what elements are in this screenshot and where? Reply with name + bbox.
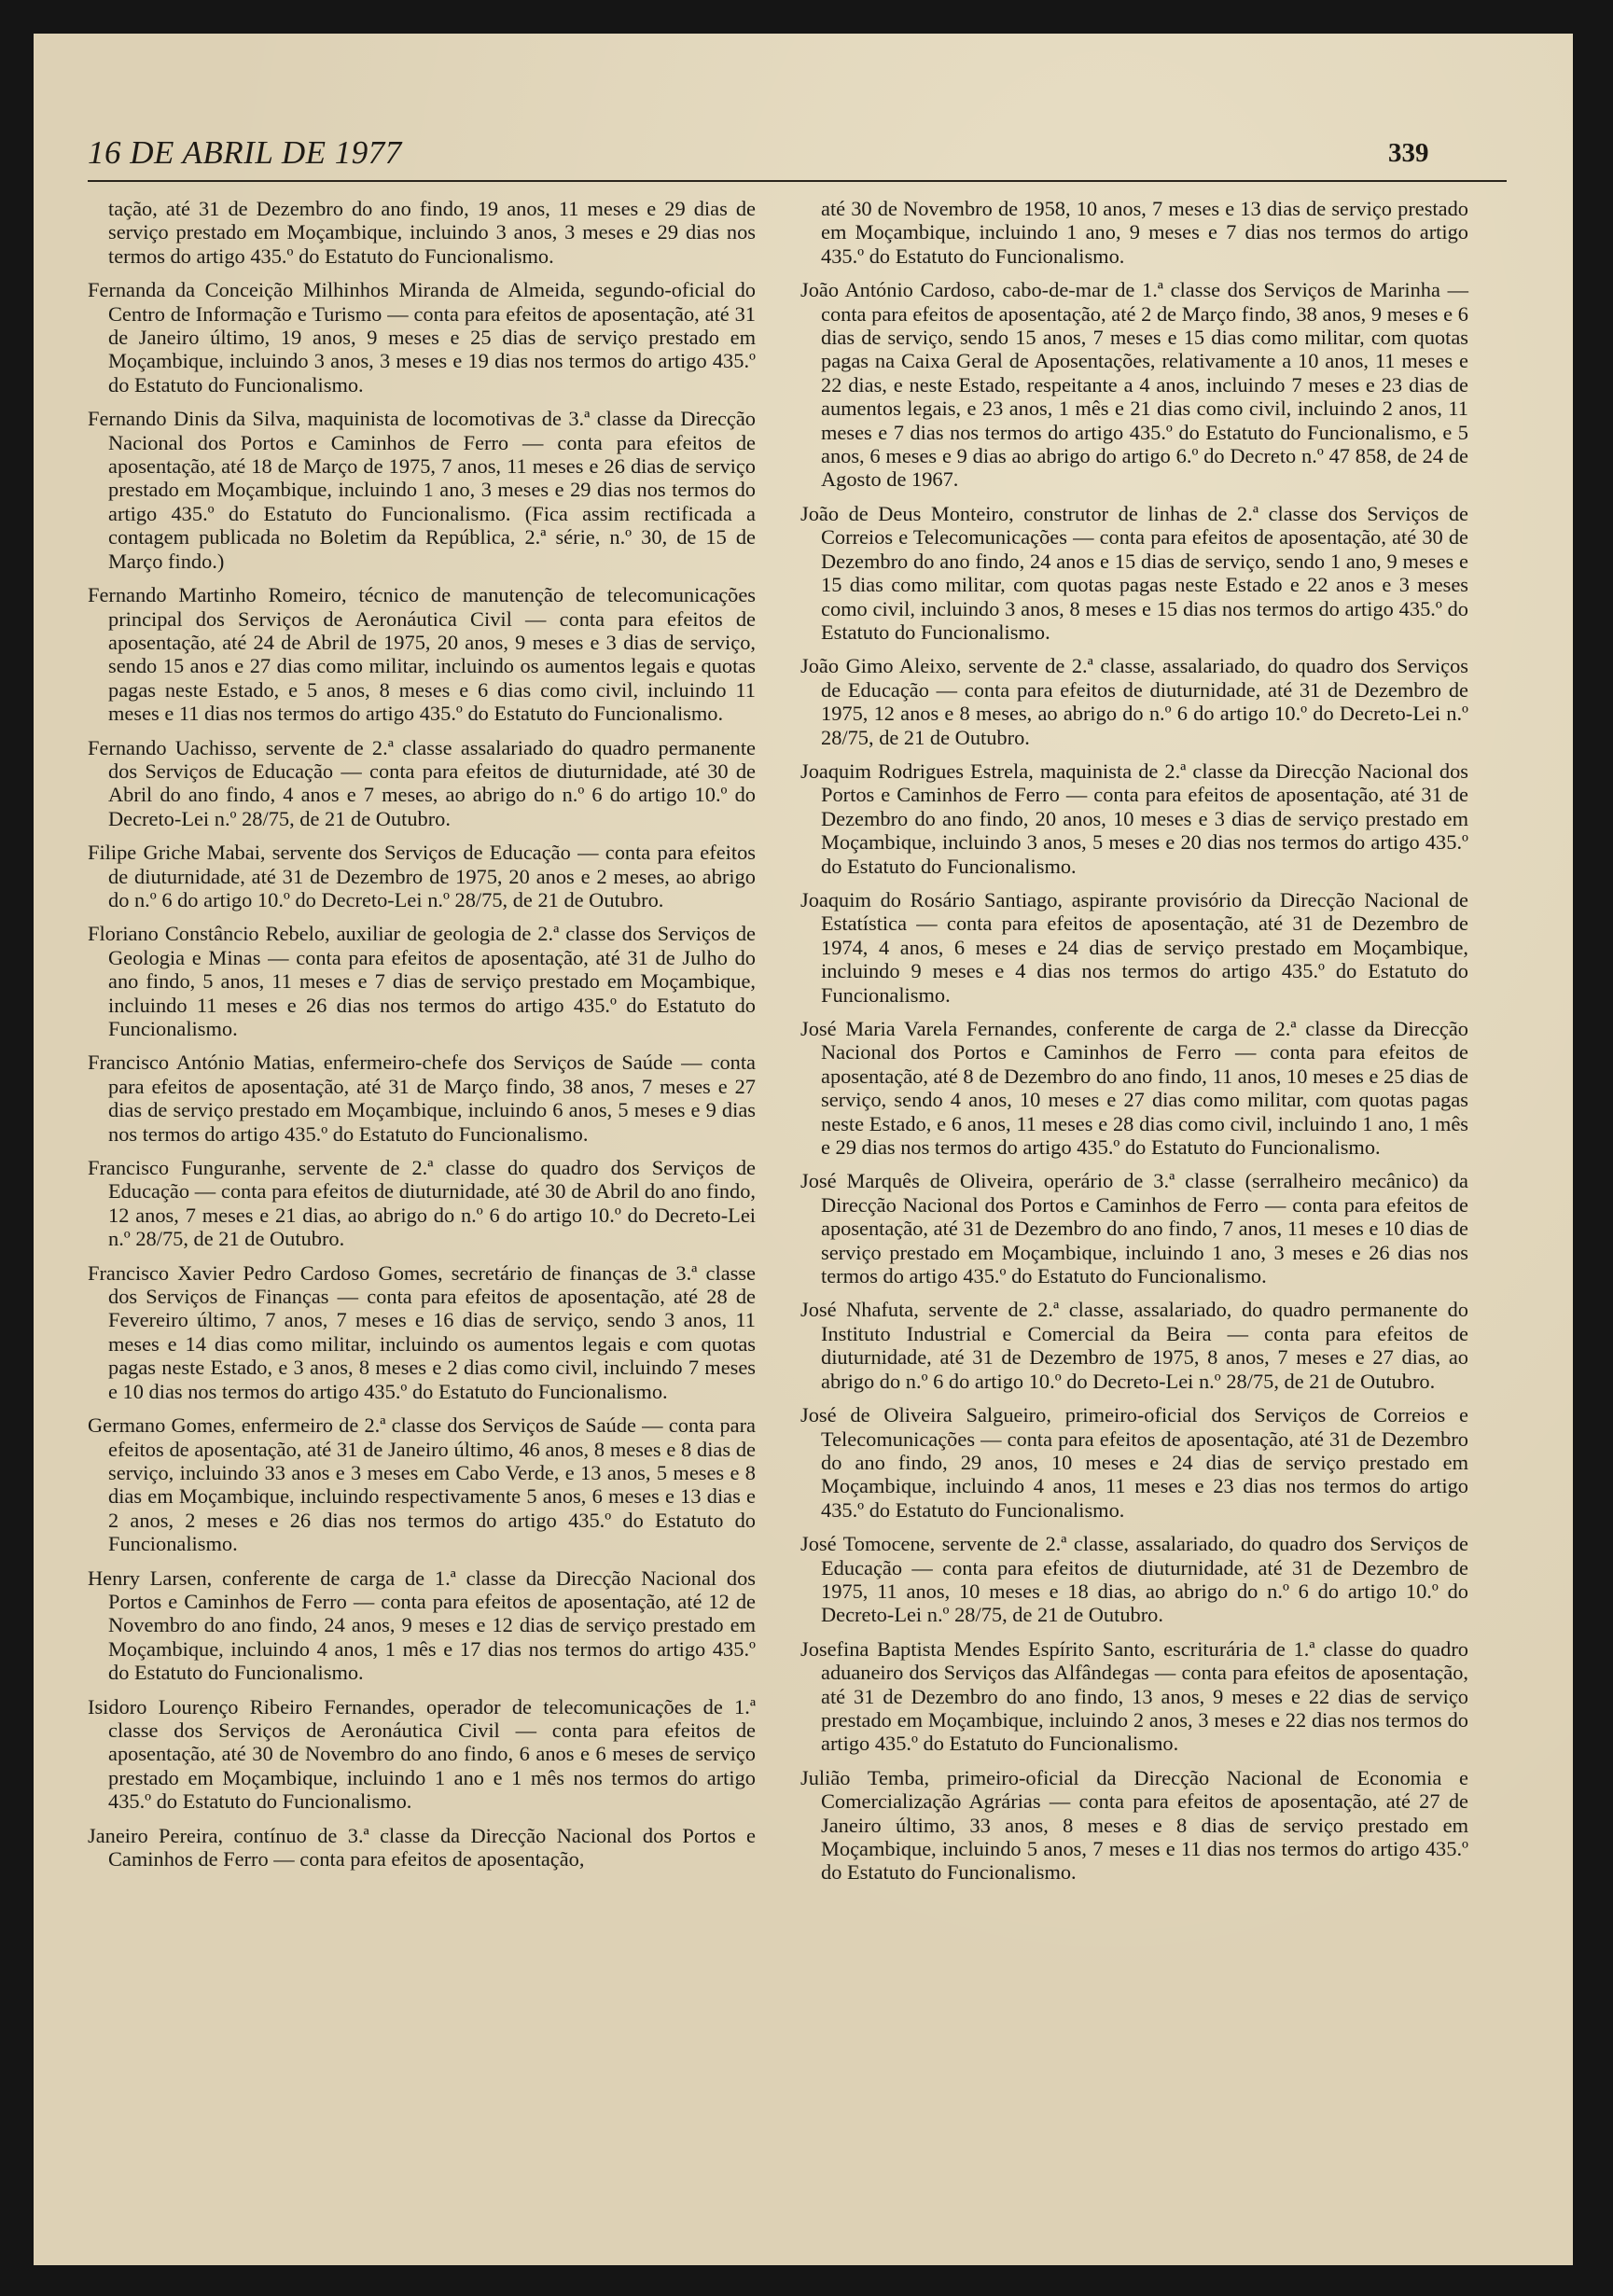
entry: José Marquês de Oliveira, operário de 3.ª classe (serralheiro mecânico) da Direcção Nacional dos Portos e Caminhos de Ferro — conta para efeitos de aposentação, até 31 de Dezembro do ano findo, 7 anos, 11 meses e 10 dias de serviço prestado em Moçambique, incluindo 1 ano, 3 meses e 26 dias nos termos do artigo 435.º do Estatuto do Funcionalismo.	[800, 1169, 1468, 1288]
entry: Isidoro Lourenço Ribeiro Fernandes, operador de telecomunicações de 1.ª classe dos Serviços de Aeronáutica Civil — conta para efeitos de aposentação, até 30 de Novembro do ano findo, 6 anos e 6 meses de serviço prestado em Moçambique, incluindo 1 ano e 1 mês nos termos do artigo 435.º do Estatuto do Funcionalismo.	[88, 1694, 756, 1814]
entry: Henry Larsen, conferente de carga de 1.ª classe da Direcção Nacional dos Portos e Caminhos de Ferro — conta para efeitos de aposentação, até 12 de Novembro do ano findo, 24 anos, 9 meses e 12 dias de serviço prestado em Moçambique, incluindo 4 anos, 1 mês e 17 dias nos termos do artigo 435.º do Estatuto do Funcionalismo.	[88, 1565, 756, 1685]
header-rule	[88, 180, 1507, 182]
entry: José Tomocene, servente de 2.ª classe, assalariado, do quadro dos Serviços de Educação — conta para efeitos de diuturnidade, até 31 de Dezembro de 1975, 11 anos, 10 meses e 18 dias, ao abrigo do n.º 6 do artigo 10.º do Decreto-Lei n.º 28/75, de 21 de Outubro.	[800, 1532, 1468, 1627]
entry: João António Cardoso, cabo-de-mar de 1.ª classe dos Serviços de Marinha — conta para efeitos de aposentação, até 2 de Março findo, 38 anos, 9 meses e 6 dias de serviço, sendo 15 anos, 7 meses e 15 dias como militar, com quotas pagas na Caixa Geral de Aposentações, relativamente a 10 anos, 11 meses e 22 dias, e neste Estado, respeitante a 4 anos, incluindo 7 meses e 23 dias de aumentos legais, e 23 anos, 1 mês e 21 dias como civil, incluindo 2 anos, 11 meses e 7 dias nos termos do artigo 435.º do Estatuto do Funcionalismo, e 5 anos, 6 meses e 9 dias ao abrigo do artigo 6.º do Decreto n.º 47 858, de 24 de Agosto de 1967.	[800, 278, 1468, 492]
entry: José Maria Varela Fernandes, conferente de carga de 2.ª classe da Direcção Nacional dos Portos e Caminhos de Ferro — conta para efeitos de aposentação, até 8 de Dezembro do ano findo, 11 anos, 10 meses e 25 dias de serviço, sendo 4 anos, 10 meses e 27 dias como militar, com quotas pagas neste Estado, e 6 anos, 11 meses e 28 dias como civil, incluindo 1 ano, 1 mês e 29 dias nos termos do artigo 435.º do Estatuto do Funcionalismo.	[800, 1017, 1468, 1160]
entry: Francisco Xavier Pedro Cardoso Gomes, secretário de finanças de 3.ª classe dos Serviços de Finanças — conta para efeitos de aposentação, até 28 de Fevereiro último, 7 anos, 7 meses e 16 dias de serviço, sendo 3 anos, 11 meses e 14 dias como militar, incluindo os aumentos legais e com quotas pagas neste Estado, e 3 anos, 8 meses e 2 dias como civil, incluindo 7 meses e 10 dias nos termos do artigo 435.º do Estatuto do Funcionalismo.	[88, 1260, 756, 1403]
entry: Josefina Baptista Mendes Espírito Santo, escriturária de 1.ª classe do quadro aduaneiro dos Serviços das Alfândegas — conta para efeitos de aposentação, até 31 de Dezembro do ano findo, 13 anos, 9 meses e 22 dias de serviço prestado em Moçambique, incluindo 2 anos, 3 meses e 22 dias nos termos do artigo 435.º do Estatuto do Funcionalismo.	[800, 1636, 1468, 1756]
entry: Joaquim do Rosário Santiago, aspirante provisório da Direcção Nacional de Estatística — conta para efeitos de aposentação, até 31 de Dezembro de 1974, 4 anos, 6 meses e 24 dias de serviço prestado em Moçambique, incluindo 9 meses e 4 dias nos termos do artigo 435.º do Estatuto do Funcionalismo.	[800, 887, 1468, 1007]
entry: José de Oliveira Salgueiro, primeiro-oficial dos Serviços de Correios e Telecomunicações — conta para efeitos de aposentação, até 31 de Dezembro do ano findo, 29 anos, 10 meses e 24 dias de serviço prestado em Moçambique, incluindo 4 anos, 11 meses e 23 dias nos termos do artigo 435.º do Estatuto do Funcionalismo.	[800, 1403, 1468, 1522]
entry: Fernando Dinis da Silva, maquinista de locomotivas de 3.ª classe da Direcção Nacional dos Portos e Caminhos de Ferro — conta para efeitos de aposentação, até 18 de Março de 1975, 7 anos, 11 meses e 26 dias de serviço prestado em Moçambique, incluindo 1 ano, 3 meses e 29 dias nos termos do artigo 435.º do Estatuto do Funcionalismo. (Fica assim rectificada a contagem publicada no Boletim da República, 2.ª série, n.º 30, de 15 de Março findo.)	[88, 407, 756, 573]
entry: Francisco Funguranhe, servente de 2.ª classe do quadro dos Serviços de Educação — conta para efeitos de diuturnidade, até 30 de Abril do ano findo, 12 anos, 7 meses e 21 dias, ao abrigo do n.º 6 do artigo 10.º do Decreto-Lei n.º 28/75, de 21 de Outubro.	[88, 1156, 756, 1251]
entry: Francisco António Matias, enfermeiro-chefe dos Serviços de Saúde — conta para efeitos de aposentação, até 31 de Março findo, 38 anos, 7 meses e 27 dias de serviço prestado em Moçambique, incluindo 6 anos, 5 meses e 9 dias nos termos do artigo 435.º do Estatuto do Funcionalismo.	[88, 1051, 756, 1146]
entry: Floriano Constâncio Rebelo, auxiliar de geologia de 2.ª classe dos Serviços de Geologia e Minas — conta para efeitos de aposentação, até 31 de Julho do ano findo, 5 anos, 11 meses e 7 dias de serviço prestado em Moçambique, incluindo 11 meses e 26 dias nos termos do artigo 435.º do Estatuto do Funcionalismo.	[88, 922, 756, 1040]
entry: Joaquim Rodrigues Estrela, maquinista de 2.ª classe da Direcção Nacional dos Portos e Caminhos de Ferro — conta para efeitos de aposentação, até 31 de Dezembro do ano findo, 20 anos, 10 meses e 3 dias de serviço prestado em Moçambique, incluindo 3 anos, 5 meses e 20 dias nos termos do artigo 435.º do Estatuto do Funcionalismo.	[800, 758, 1468, 878]
entry: João Gimo Aleixo, servente de 2.ª classe, assalariado, do quadro dos Serviços de Educação — conta para efeitos de diuturnidade, até 31 de Dezembro de 1975, 12 anos e 8 meses, ao abrigo do n.º 6 do artigo 10.º do Decreto-Lei n.º 28/75, de 21 de Outubro.	[800, 654, 1468, 749]
right-column	[800, 197, 1468, 1895]
entry: Janeiro Pereira, contínuo de 3.ª classe da Direcção Nacional dos Portos e Caminhos de Ferro — conta para efeitos de aposentação,	[88, 1823, 756, 1871]
entry: Fernando Martinho Romeiro, técnico de manutenção de telecomunicações principal dos Serviços de Aeronáutica Civil — conta para efeitos de aposentação, até 24 de Abril de 1975, 20 anos, 9 meses e 3 dias de serviço, sendo 15 anos e 27 dias como militar, incluindo os aumentos legais e quotas pagas neste Estado, e 5 anos, 8 meses e 6 dias como civil, incluindo 11 meses e 11 dias nos termos do artigo 435.º do Estatuto do Funcionalismo.	[88, 583, 756, 726]
entry: João de Deus Monteiro, construtor de linhas de 2.ª classe dos Serviços de Correios e Telecomunicações — conta para efeitos de aposentação, até 30 de Dezembro do ano findo, 24 anos e 15 dias de serviço, sendo 1 ano, 9 meses e 15 dias como militar, com quotas pagas neste Estado e 22 anos e 3 meses como civil, incluindo 3 anos, 8 meses e 15 dias nos termos do artigo 435.º do Estatuto do Funcionalismo.	[800, 501, 1468, 644]
entry: até 30 de Novembro de 1958, 10 anos, 7 meses e 13 dias de serviço prestado em Moçambique, incluindo 1 ano, 9 meses e 7 dias nos termos do artigo 435.º do Estatuto do Funcionalismo.	[821, 197, 1468, 268]
entry: Fernanda da Conceição Milhinhos Miranda de Almeida, segundo-oficial do Centro de Informação e Turismo — conta para efeitos de aposentação, até 31 de Janeiro último, 19 anos, 9 meses e 25 dias de serviço prestado em Moçambique, incluindo 3 anos, 3 meses e 19 dias nos termos do artigo 435.º do Estatuto do Funcionalismo.	[88, 278, 756, 397]
page-number: 339	[1388, 138, 1429, 168]
entry: Fernando Uachisso, servente de 2.ª classe assalariado do quadro permanente dos Serviços de Educação — conta para efeitos de diuturnidade, até 30 de Abril do ano findo, 4 anos e 7 meses, ao abrigo do n.º 6 do artigo 10.º do Decreto-Lei n.º 28/75, de 21 de Outubro.	[88, 735, 756, 830]
header-date: 16 DE ABRIL DE 1977	[88, 134, 402, 171]
entry: Julião Temba, primeiro-oficial da Direcção Nacional de Economia e Comercialização Agrárias — conta para efeitos de aposentação, até 27 de Janeiro último, 33 anos, 8 meses e 8 dias de serviço prestado em Moçambique, incluindo 5 anos, 7 meses e 11 dias nos termos do artigo 435.º do Estatuto do Funcionalismo.	[800, 1765, 1468, 1885]
entry: José Nhafuta, servente de 2.ª classe, assalariado, do quadro permanente do Instituto Industrial e Comercial da Beira — conta para efeitos de diuturnidade, até 31 de Dezembro de 1975, 8 anos, 7 meses e 27 dias, ao abrigo do n.º 6 do artigo 10.º do Decreto-Lei n.º 28/75, de 21 de Outubro.	[800, 1298, 1468, 1393]
entry: Germano Gomes, enfermeiro de 2.ª classe dos Serviços de Saúde — conta para efeitos de aposentação, até 31 de Janeiro último, 46 anos, 8 meses e 8 dias de serviço, incluindo 33 anos e 3 meses em Cabo Verde, e 13 anos, 5 meses e 8 dias em Moçambique, incluindo respectivamente 5 anos, 6 meses e 13 dias e 2 anos, 2 meses e 26 dias nos termos do artigo 435.º do Estatuto do Funcionalismo.	[88, 1413, 756, 1556]
document-page	[34, 34, 1573, 2265]
left-column	[88, 197, 756, 1881]
entry: Filipe Griche Mabai, servente dos Serviços de Educação — conta para efeitos de diuturnidade, até 31 de Dezembro de 1975, 20 anos e 2 meses, ao abrigo do n.º 6 do artigo 10.º do Decreto-Lei n.º 28/75, de 21 de Outubro.	[88, 841, 756, 911]
entry: tação, até 31 de Dezembro do ano findo, 19 anos, 11 meses e 29 dias de serviço prestado em Moçambique, incluindo 3 anos, 3 meses e 29 dias nos termos do artigo 435.º do Estatuto do Funcionalismo.	[108, 197, 756, 268]
